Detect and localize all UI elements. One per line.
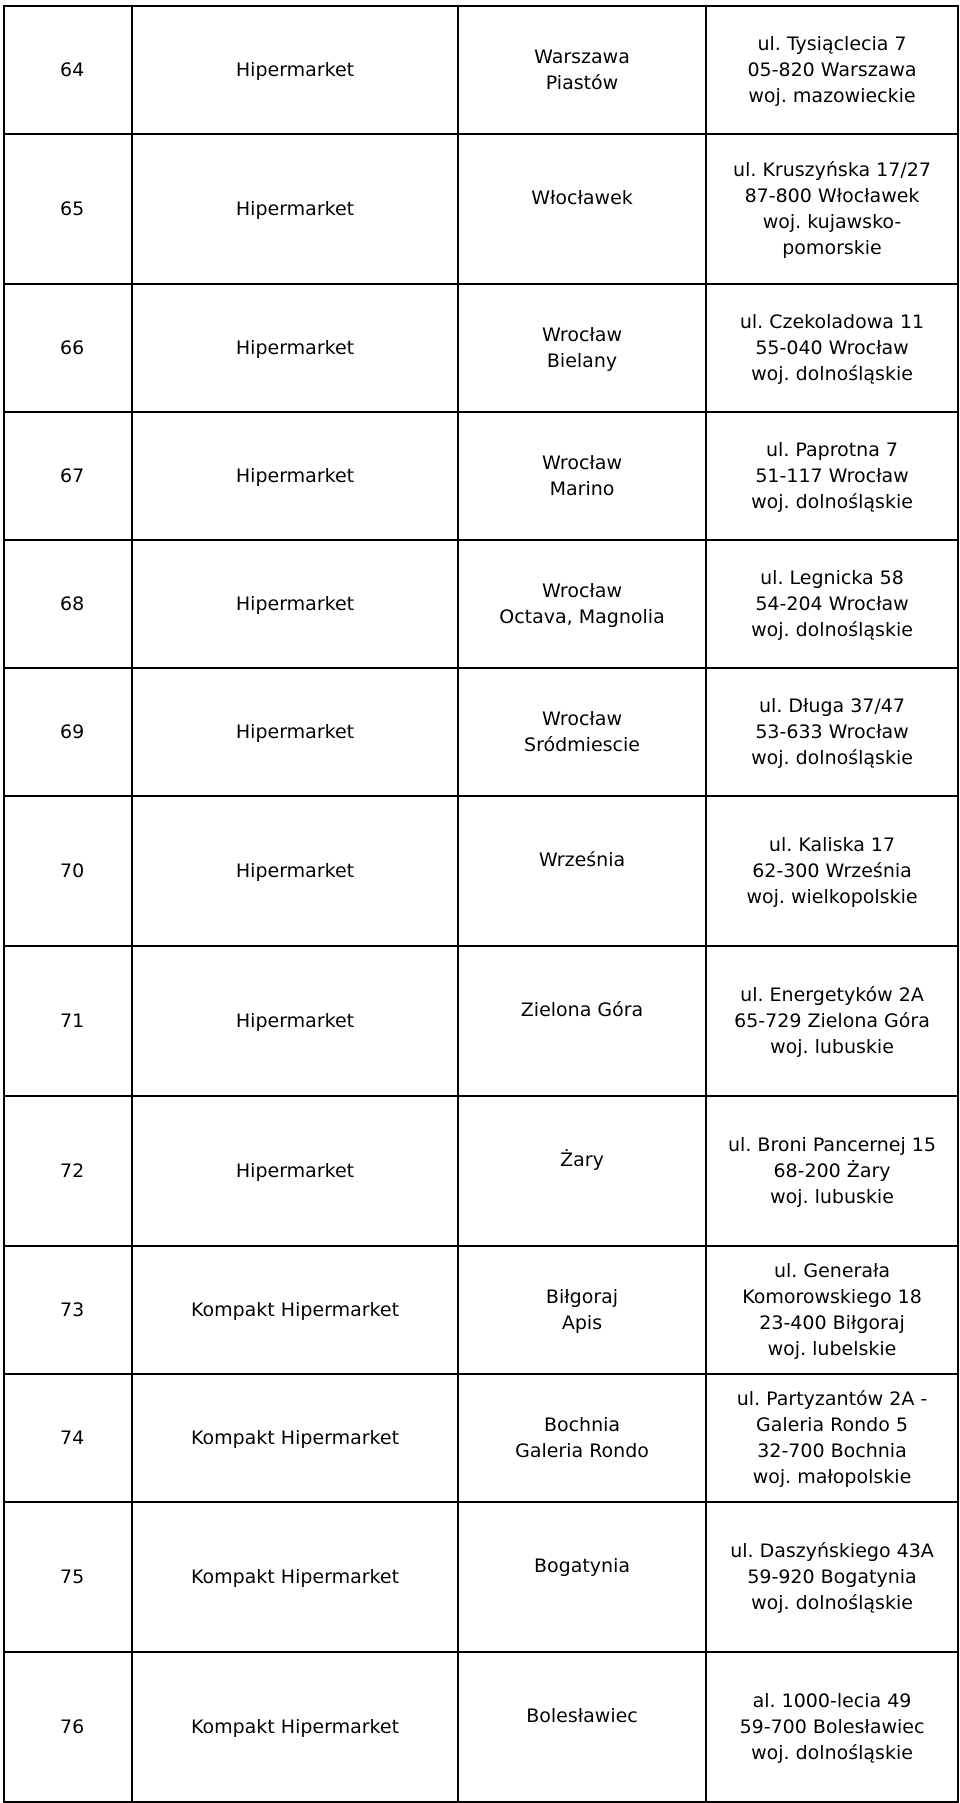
store-city-line: Wrocław [542,324,622,346]
store-address-line: 51-117 Wrocław [755,465,909,487]
store-format-cell [132,540,458,668]
store-city-line: Bochnia [543,1414,621,1436]
store-address-line: ul. Kaliska 17 [768,834,896,856]
store-format: Kompakt Hipermarket [190,1716,400,1738]
table-row [4,1374,958,1502]
store-format-cell [132,1096,458,1246]
table-row [4,1502,958,1652]
store-number-cell [4,1374,132,1502]
store-city-cell [458,1502,706,1652]
store-city-cell [458,668,706,796]
store-city-line: Marino [549,478,615,500]
store-number: 72 [60,1160,85,1182]
store-address-line: 05-820 Warszawa [747,59,917,81]
table-row [4,1096,958,1246]
store-address-line: woj. dolnośląskie [751,747,913,769]
store-address-cell [706,6,958,134]
store-city-cell [458,1374,706,1502]
store-address-line: Komorowskiego 18 [742,1286,922,1308]
store-city-line: Włocławek [531,187,633,209]
store-address-line: ul. Generała [773,1260,891,1282]
store-address-cell [706,1374,958,1502]
store-city-cell [458,796,706,946]
store-format-cell [132,1502,458,1652]
store-number: 75 [60,1566,85,1588]
table-row [4,134,958,284]
store-city-line: Września [538,849,626,871]
store-city-cell [458,412,706,540]
store-address-cell [706,668,958,796]
store-number-cell [4,668,132,796]
store-format: Hipermarket [235,465,355,487]
store-city-line: Galeria Rondo [515,1440,649,1462]
store-list-table [3,5,959,1803]
store-format-cell [132,1652,458,1802]
store-number-cell [4,6,132,134]
store-format: Hipermarket [235,1010,355,1032]
store-address-line: ul. Czekoladowa 11 [739,311,925,333]
store-format: Hipermarket [235,721,355,743]
store-format-cell [132,1374,458,1502]
store-city-line: Bielany [546,350,618,372]
store-number-cell [4,540,132,668]
table-row [4,284,958,412]
store-address-line: 59-700 Bolesławiec [739,1716,925,1738]
store-number-cell [4,946,132,1096]
store-format-cell [132,668,458,796]
store-city-line: Wrocław [542,452,622,474]
store-address-line: al. 1000-lecia 49 [752,1690,912,1712]
store-number: 65 [60,198,85,220]
store-city-line: Warszawa [534,46,630,68]
store-address-cell [706,796,958,946]
table-row [4,6,958,134]
store-address-cell [706,1652,958,1802]
store-address-cell [706,1096,958,1246]
store-number: 69 [60,721,85,743]
store-format-cell [132,946,458,1096]
store-address-cell [706,1246,958,1374]
store-format: Kompakt Hipermarket [190,1299,400,1321]
store-format: Hipermarket [235,337,355,359]
store-number: 74 [60,1427,85,1449]
store-format: Kompakt Hipermarket [190,1427,400,1449]
store-address-line: ul. Kruszyńska 17/27 [733,159,931,181]
store-address-line: woj. dolnośląskie [751,363,913,385]
store-address-line: 65-729 Zielona Góra [734,1010,930,1032]
store-number: 68 [60,593,85,615]
table-row [4,1246,958,1374]
store-number-cell [4,284,132,412]
store-format: Hipermarket [235,1160,355,1182]
store-address-line: woj. dolnośląskie [751,1742,913,1764]
store-rows [4,6,958,1802]
store-number-cell [4,1096,132,1246]
store-address-line: 68-200 Żary [773,1160,891,1182]
store-address-line: woj. mazowieckie [748,85,916,107]
store-address-line: ul. Długa 37/47 [759,695,905,717]
store-format-cell [132,412,458,540]
store-city-cell [458,1652,706,1802]
store-address-line: ul. Partyzantów 2A - [736,1388,928,1410]
store-address-line: pomorskie [782,237,882,259]
store-city-line: Zielona Góra [520,999,644,1021]
store-number: 70 [60,860,85,882]
store-address-line: 23-400 Biłgoraj [759,1312,905,1334]
store-address-line: ul. Tysiąclecia 7 [757,33,907,55]
store-number-cell [4,796,132,946]
store-number-cell [4,1502,132,1652]
store-number: 71 [60,1010,85,1032]
table-row [4,1652,958,1802]
store-address-line: Galeria Rondo 5 [756,1414,908,1436]
store-city-line: Octava, Magnolia [499,606,665,628]
store-number: 73 [60,1299,85,1321]
store-address-line: ul. Broni Pancernej 15 [728,1134,936,1156]
store-number-cell [4,1246,132,1374]
store-address-line: woj. małopolskie [752,1466,912,1488]
table-row [4,412,958,540]
store-format-cell [132,134,458,284]
store-format-cell [132,284,458,412]
store-number-cell [4,134,132,284]
store-format: Hipermarket [235,59,355,81]
store-address-line: woj. dolnośląskie [751,619,913,641]
table-row [4,668,958,796]
store-address-line: 32-700 Bochnia [757,1440,907,1462]
store-city-line: Bolesławiec [526,1705,638,1727]
store-number: 66 [60,337,85,359]
store-format: Kompakt Hipermarket [190,1566,400,1588]
store-city-cell [458,540,706,668]
store-number: 64 [60,59,85,81]
store-address-cell [706,134,958,284]
store-city-line: Biłgoraj [545,1286,619,1308]
store-address-line: ul. Energetyków 2A [740,984,924,1006]
store-city-cell [458,946,706,1096]
store-city-cell [458,6,706,134]
store-address-line: woj. dolnośląskie [751,1592,913,1614]
store-format-cell [132,796,458,946]
store-address-line: woj. kujawsko- [762,211,902,233]
store-address-line: 54-204 Wrocław [755,593,909,615]
store-address-line: woj. lubuskie [770,1186,894,1208]
table-row [4,946,958,1096]
store-address-line: 62-300 Września [752,860,912,882]
store-city-cell [458,1246,706,1374]
store-number: 67 [60,465,85,487]
store-address-cell [706,540,958,668]
store-address-line: 55-040 Wrocław [755,337,909,359]
store-city-line: Wrocław [542,708,622,730]
store-city-line: Sródmiescie [524,734,640,756]
store-number-cell [4,1652,132,1802]
store-address-line: woj. lubelskie [767,1338,897,1360]
store-address-line: ul. Daszyńskiego 43A [730,1540,934,1562]
store-address-line: ul. Paprotna 7 [766,439,898,461]
store-address-cell [706,412,958,540]
store-format: Hipermarket [235,593,355,615]
store-address-line: 53-633 Wrocław [755,721,909,743]
store-city-line: Bogatynia [533,1555,631,1577]
store-city-cell [458,1096,706,1246]
store-address-line: woj. dolnośląskie [751,491,913,513]
store-number-cell [4,412,132,540]
store-address-line: ul. Legnicka 58 [760,567,904,589]
store-address-cell [706,1502,958,1652]
store-address-cell [706,284,958,412]
table-row [4,540,958,668]
store-address-line: 87-800 Włocławek [744,185,920,207]
store-address-cell [706,946,958,1096]
store-city-line: Apis [561,1312,603,1334]
store-format-cell [132,1246,458,1374]
store-city-line: Wrocław [542,580,622,602]
store-address-line: woj. lubuskie [770,1036,894,1058]
store-address-line: 59-920 Bogatynia [747,1566,917,1588]
table-row [4,796,958,946]
store-number: 76 [60,1716,85,1738]
store-format: Hipermarket [235,860,355,882]
store-format: Hipermarket [235,198,355,220]
store-address-line: woj. wielkopolskie [746,886,918,908]
store-city-cell [458,134,706,284]
store-city-cell [458,284,706,412]
store-format-cell [132,6,458,134]
store-city-line: Piastów [545,72,619,94]
store-city-line: Żary [560,1149,604,1171]
